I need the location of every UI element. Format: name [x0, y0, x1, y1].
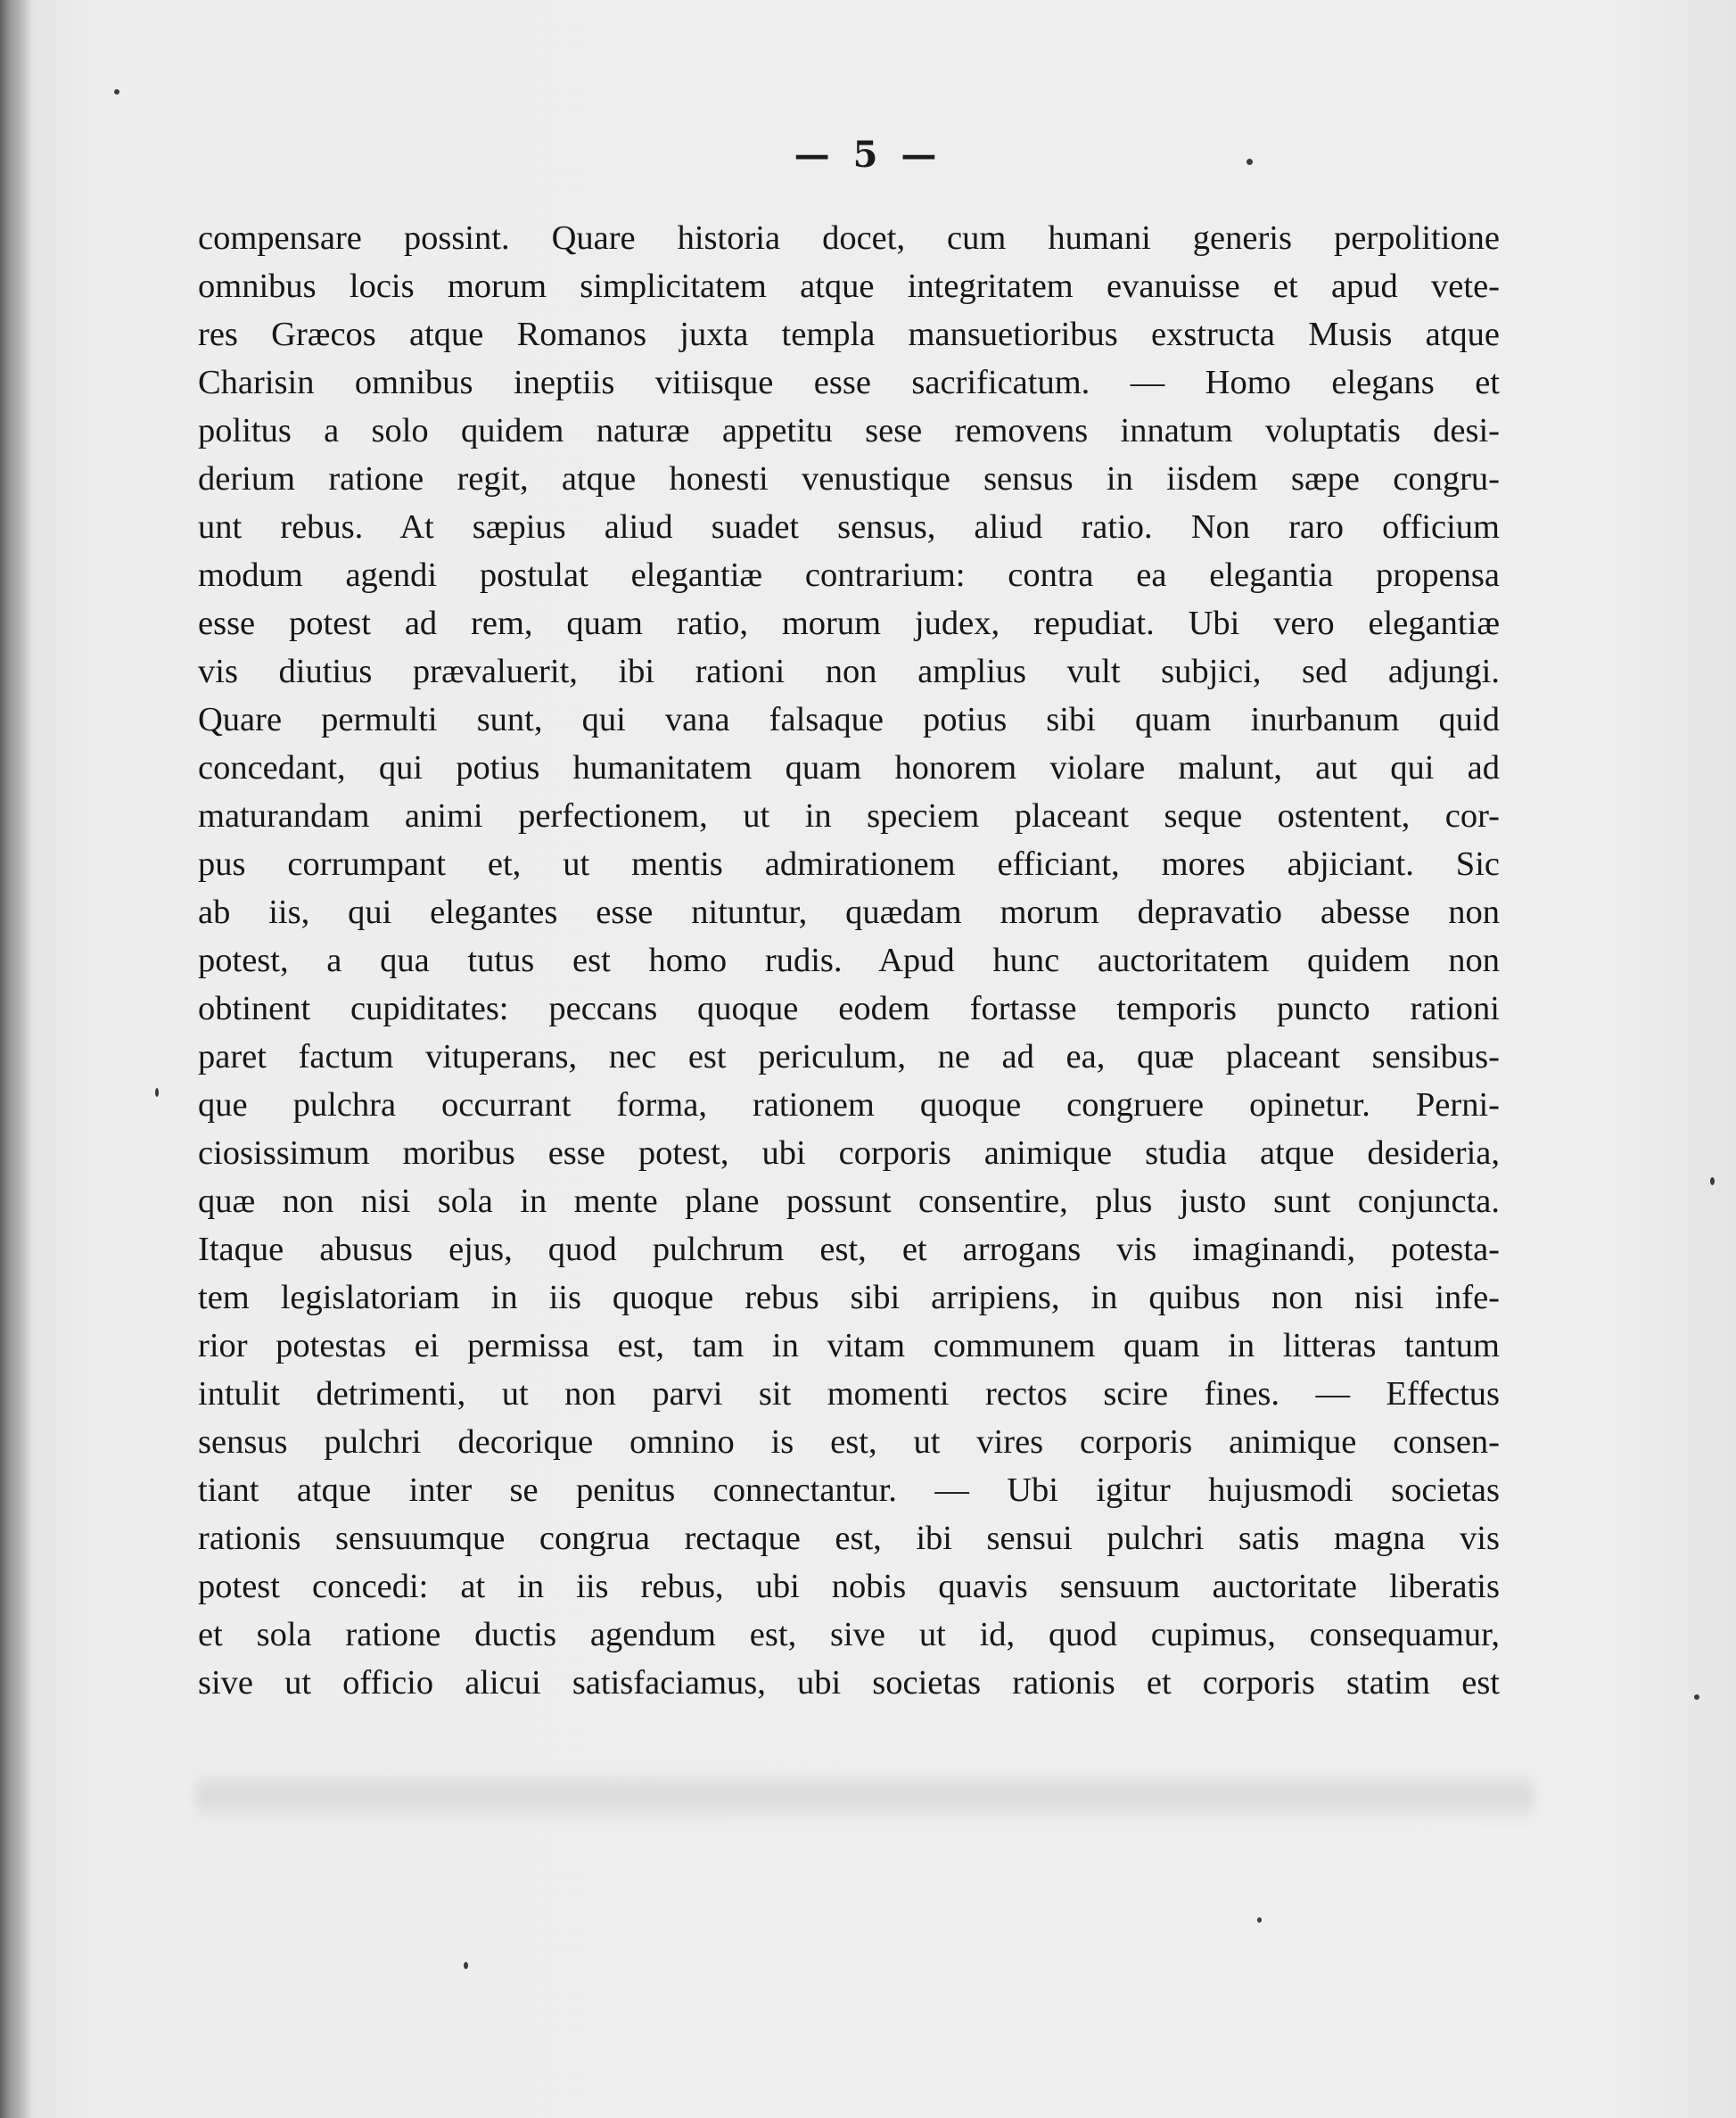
text-line: vis diutius prævaluerit, ibi rationi non amplius vult subjici, sed adjungi.	[198, 653, 1500, 690]
paper-speck	[114, 89, 119, 95]
text-line: esse potest ad rem, quam ratio, morum judex, repudiat. Ubi vero elegantiæ	[198, 605, 1500, 642]
text-line: ab iis, qui elegantes esse nituntur, quædam morum depravatio abesse non	[198, 894, 1500, 931]
text-line: et sola ratione ductis agendum est, sive ut id, quod cupimus, consequamur,	[198, 1616, 1500, 1653]
paper-speck	[1694, 1694, 1699, 1700]
text-line: rior potestas ei permissa est, tam in vitam communem quam in litteras tantum	[198, 1327, 1500, 1364]
text-line: pus corrumpant et, ut mentis admirationem efficiant, mores abjiciant. Sic	[198, 845, 1500, 883]
text-line: omnibus locis morum simplicitatem atque integritatem evanuisse et apud vete-	[198, 268, 1500, 305]
text-line: derium ratione regit, atque honesti venustique sensus in iisdem sæpe congru-	[198, 460, 1500, 498]
text-line: concedant, qui potius humanitatem quam honorem violare malunt, aut qui ad	[198, 749, 1500, 787]
paper-speck	[464, 1962, 468, 1969]
text-line: potest concedi: at in iis rebus, ubi nobis quavis sensuum auctoritate liberatis	[198, 1568, 1500, 1605]
text-line: tem legislatoriam in iis quoque rebus sibi arripiens, in quibus non nisi infe-	[198, 1279, 1500, 1316]
text-line: obtinent cupiditates: peccans quoque eodem fortasse temporis puncto rationi	[198, 990, 1500, 1027]
text-line: tiant atque inter se penitus connectantur. — Ubi igitur hujusmodi societas	[198, 1471, 1500, 1509]
text-line: Charisin omnibus ineptiis vitiisque esse sacrificatum. — Homo elegans et	[198, 364, 1500, 401]
text-line: maturandam animi perfectionem, ut in speciem placeant seque ostentent, cor-	[198, 797, 1500, 835]
body-text	[198, 214, 1500, 1707]
text-line: que pulchra occurrant forma, rationem quoque congruere opinetur. Perni-	[198, 1086, 1500, 1124]
text-line: intulit detrimenti, ut non parvi sit momenti rectos scire fines. — Effectus	[198, 1375, 1500, 1413]
paper-speck	[155, 1088, 159, 1097]
bleed-through-line	[196, 1770, 1534, 1824]
text-line: modum agendi postulat elegantiæ contrarium: contra ea elegantia propensa	[198, 556, 1500, 594]
page-number: — 5 —	[794, 134, 942, 176]
text-line: res Græcos atque Romanos juxta templa mansuetioribus exstructa Musis atque	[198, 316, 1500, 353]
text-line: Quare permulti sunt, qui vana falsaque potius sibi quam inurbanum quid	[198, 701, 1500, 738]
binding-shadow	[0, 0, 32, 2118]
text-line: quæ non nisi sola in mente plane possunt consentire, plus justo sunt conjuncta.	[198, 1183, 1500, 1220]
paper-speck	[1246, 159, 1253, 165]
text-line: paret factum vituperans, nec est periculum, ne ad ea, quæ placeant sensibus-	[198, 1038, 1500, 1075]
paper-speck	[1710, 1177, 1715, 1185]
text-line: ciosissimum moribus esse potest, ubi corporis animique studia atque desideria,	[198, 1134, 1500, 1172]
text-line: potest, a qua tutus est homo rudis. Apud hunc auctoritatem quidem non	[198, 942, 1500, 979]
paper-speck	[1257, 1917, 1262, 1923]
text-line: Itaque abusus ejus, quod pulchrum est, et arrogans vis imaginandi, potesta-	[198, 1231, 1500, 1268]
text-line: sive ut officio alicui satisfaciamus, ubi societas rationis et corporis statim est	[198, 1664, 1500, 1702]
text-line: rationis sensuumque congrua rectaque est, ibi sensui pulchri satis magna vis	[198, 1520, 1500, 1557]
text-line: politus a solo quidem naturæ appetitu sese removens innatum voluptatis desi-	[198, 412, 1500, 449]
text-line: compensare possint. Quare historia docet, cum humani generis perpolitione	[198, 219, 1500, 257]
text-line: sensus pulchri decorique omnino is est, ut vires corporis animique consen-	[198, 1423, 1500, 1461]
text-line: unt rebus. At sæpius aliud suadet sensus, aliud ratio. Non raro officium	[198, 508, 1500, 546]
